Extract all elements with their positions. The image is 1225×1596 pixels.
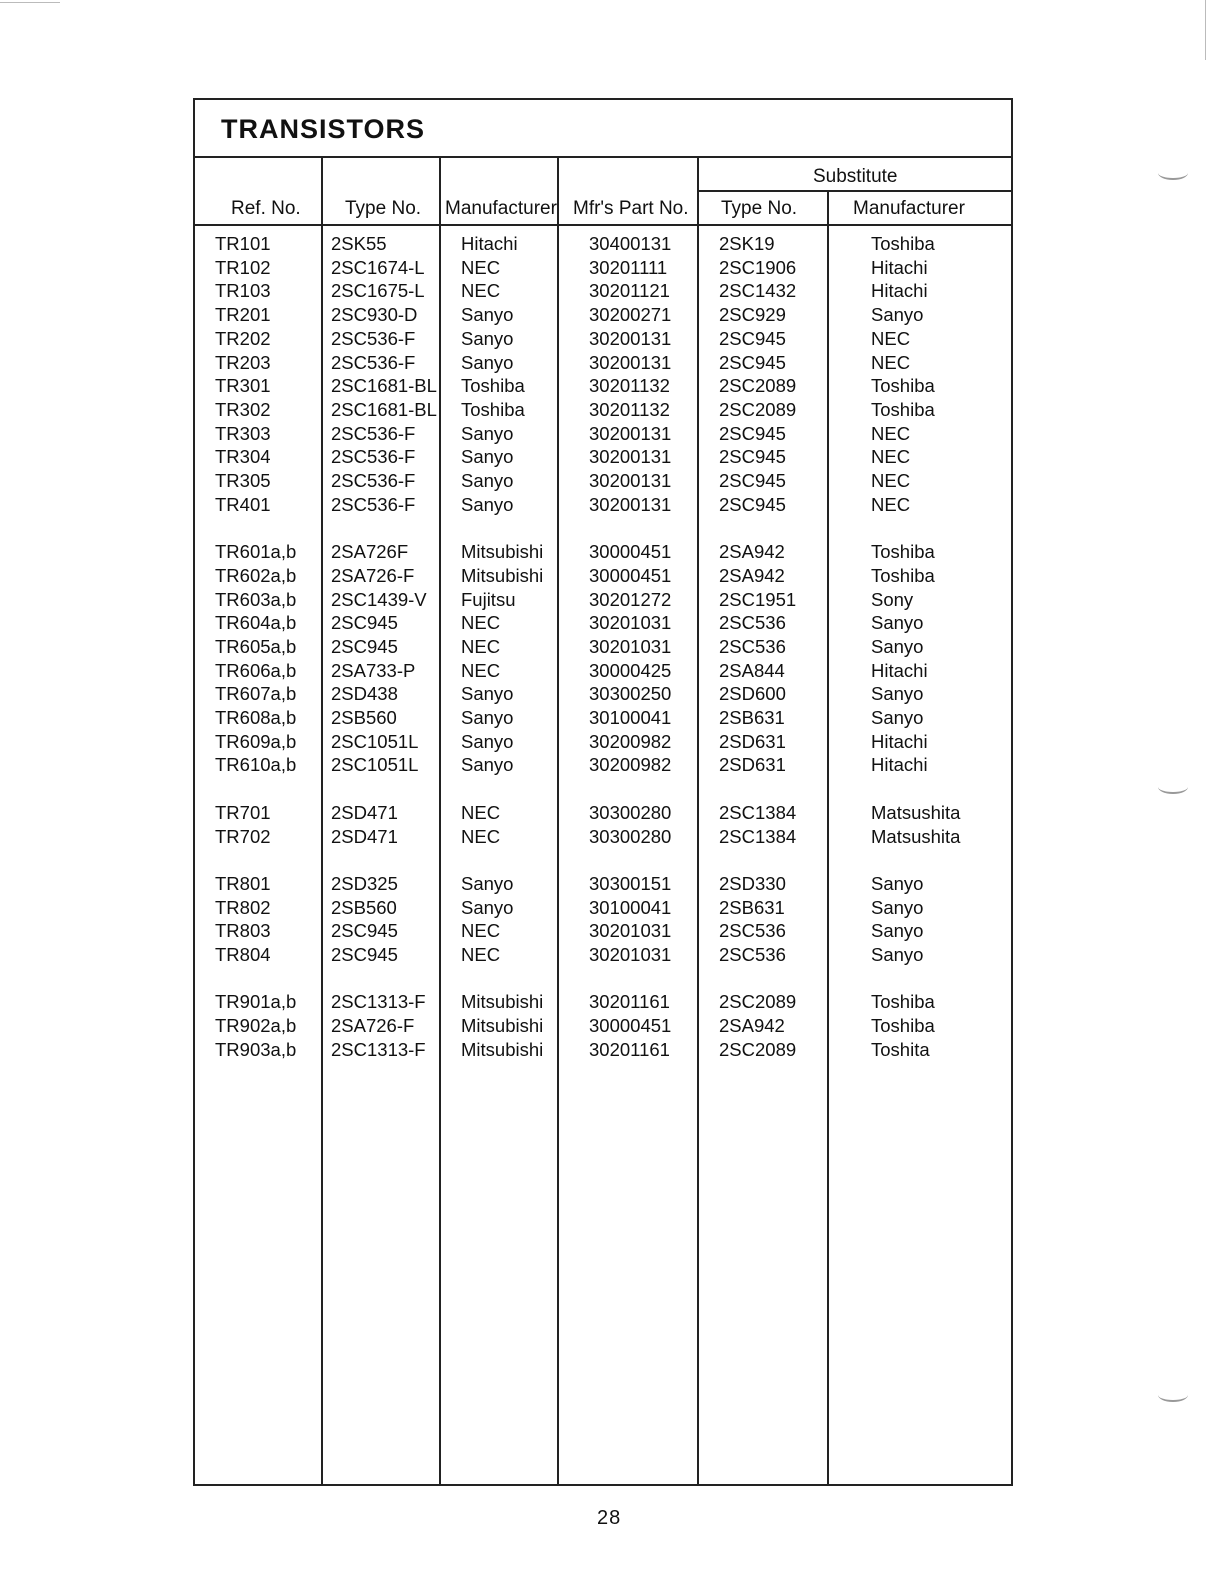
substitute-manufacturer-cell: NEC bbox=[871, 422, 911, 444]
ref-no-cell: TR702 bbox=[215, 825, 271, 847]
header-divider bbox=[195, 224, 1011, 226]
type-no-cell: 2SC945 bbox=[331, 612, 398, 634]
substitute-type-cell: 2SC2089 bbox=[719, 398, 797, 420]
type-no-cell: 2SA726-F bbox=[331, 1015, 415, 1037]
table-row bbox=[195, 943, 1011, 967]
substitute-type-cell: 2SC1951 bbox=[719, 588, 797, 610]
ref-no-cell: TR304 bbox=[215, 446, 271, 468]
part-no-cell: 30201161 bbox=[589, 991, 670, 1013]
ref-no-cell: TR202 bbox=[215, 327, 271, 349]
manufacturer-cell: Hitachi bbox=[461, 233, 518, 254]
ref-no-cell: TR103 bbox=[215, 280, 271, 302]
manufacturer-cell: NEC bbox=[461, 801, 501, 823]
table-row bbox=[195, 919, 1011, 943]
part-no-cell: 30201272 bbox=[589, 588, 672, 610]
title-divider bbox=[195, 156, 1011, 158]
table-row bbox=[195, 564, 1011, 588]
type-no-cell: 2SA726-F bbox=[331, 564, 415, 586]
manufacturer-cell: Sanyo bbox=[461, 493, 514, 515]
part-no-cell: 30100041 bbox=[589, 896, 672, 918]
manufacturer-cell: Toshiba bbox=[461, 375, 525, 397]
table-row bbox=[195, 659, 1011, 683]
table-row bbox=[195, 872, 1011, 896]
manufacturer-cell: Sanyo bbox=[461, 327, 514, 349]
substitute-manufacturer-cell: Toshiba bbox=[871, 541, 935, 563]
substitute-manufacturer-cell: Toshiba bbox=[871, 398, 935, 420]
manufacturer-cell: NEC bbox=[461, 825, 501, 847]
substitute-manufacturer-cell: Sanyo bbox=[871, 872, 924, 894]
manufacturer-cell: Mitsubishi bbox=[461, 1015, 544, 1037]
table-row bbox=[195, 635, 1011, 659]
manufacturer-cell: Sanyo bbox=[461, 422, 514, 444]
manufacturer-cell: NEC bbox=[461, 944, 501, 965]
substitute-type-cell: 2SC945 bbox=[719, 351, 786, 373]
header-type-no: Type No. bbox=[345, 198, 422, 219]
manufacturer-cell: Sanyo bbox=[461, 683, 514, 705]
table-row bbox=[195, 896, 1011, 920]
substitute-type-cell: 2SD330 bbox=[719, 872, 786, 894]
ref-no-cell: TR801 bbox=[215, 872, 271, 894]
substitute-type-cell: 2SC929 bbox=[719, 304, 786, 326]
part-no-cell: 30000425 bbox=[589, 659, 672, 681]
ref-no-cell: TR302 bbox=[215, 398, 271, 420]
page-title: TRANSISTORS bbox=[221, 114, 426, 144]
substitute-type-cell: 2SC945 bbox=[719, 493, 786, 515]
manufacturer-cell: Sanyo bbox=[461, 872, 514, 894]
type-no-cell: 2SA733-P bbox=[331, 659, 416, 681]
page-number: 28 bbox=[597, 1507, 622, 1529]
substitute-manufacturer-cell: Toshita bbox=[871, 1038, 930, 1060]
header-ref-no: Ref. No. bbox=[231, 198, 301, 219]
binder-hole-mark bbox=[1158, 1388, 1188, 1402]
table-row bbox=[195, 990, 1011, 1014]
part-no-cell: 30200131 bbox=[589, 351, 672, 373]
ref-no-cell: TR601a,b bbox=[215, 541, 297, 563]
substitute-manufacturer-cell: NEC bbox=[871, 351, 911, 373]
table-row bbox=[195, 351, 1011, 375]
manufacturer-cell: Sanyo bbox=[461, 351, 514, 373]
ref-no-cell: TR603a,b bbox=[215, 588, 297, 610]
part-no-cell: 30000451 bbox=[589, 541, 672, 563]
type-no-cell: 2SC536-F bbox=[331, 446, 416, 468]
ref-no-cell: TR305 bbox=[215, 470, 271, 491]
ref-no-cell: TR301 bbox=[215, 375, 271, 397]
part-no-cell: 30400131 bbox=[589, 233, 672, 254]
substitute-type-cell: 2SC2089 bbox=[719, 375, 797, 397]
part-no-cell: 30200982 bbox=[589, 730, 672, 752]
ref-no-cell: TR701 bbox=[215, 801, 271, 823]
substitute-type-cell: 2SK19 bbox=[719, 233, 775, 254]
manufacturer-cell: NEC bbox=[461, 256, 501, 278]
manufacturer-cell: NEC bbox=[461, 635, 501, 657]
type-no-cell: 2SC945 bbox=[331, 635, 398, 657]
substitute-type-cell: 2SC1906 bbox=[719, 256, 797, 278]
manufacturer-cell: Toshiba bbox=[461, 398, 525, 420]
part-no-cell: 30300280 bbox=[589, 801, 672, 823]
ref-no-cell: TR804 bbox=[215, 944, 271, 965]
manufacturer-cell: Sanyo bbox=[461, 707, 514, 728]
substitute-manufacturer-cell: Toshiba bbox=[871, 564, 935, 586]
substitute-type-cell: 2SC536 bbox=[719, 920, 786, 942]
substitute-manufacturer-cell: Hitachi bbox=[871, 256, 928, 278]
substitute-manufacturer-cell: Sanyo bbox=[871, 683, 924, 705]
manufacturer-cell: Mitsubishi bbox=[461, 541, 544, 563]
type-no-cell: 2SB560 bbox=[331, 707, 397, 728]
substitute-divider bbox=[697, 190, 1011, 192]
ref-no-cell: TR901a,b bbox=[215, 991, 297, 1013]
type-no-cell: 2SB560 bbox=[331, 896, 397, 918]
type-no-cell: 2SC1051L bbox=[331, 730, 419, 752]
substitute-manufacturer-cell: Matsushita bbox=[871, 801, 961, 823]
ref-no-cell: TR303 bbox=[215, 422, 271, 444]
binder-hole-mark bbox=[1158, 166, 1188, 180]
substitute-type-cell: 2SA942 bbox=[719, 564, 785, 586]
table-row bbox=[195, 256, 1011, 280]
part-no-cell: 30200131 bbox=[589, 422, 672, 444]
substitute-manufacturer-cell: Toshiba bbox=[871, 233, 935, 254]
substitute-type-cell: 2SA942 bbox=[719, 1015, 785, 1037]
manufacturer-cell: Sanyo bbox=[461, 470, 514, 491]
type-no-cell: 2SA726F bbox=[331, 541, 409, 563]
ref-no-cell: TR903a,b bbox=[215, 1038, 297, 1060]
substitute-manufacturer-cell: Sanyo bbox=[871, 707, 924, 728]
manufacturer-cell: Mitsubishi bbox=[461, 564, 544, 586]
manufacturer-cell: NEC bbox=[461, 280, 501, 302]
type-no-cell: 2SC536-F bbox=[331, 422, 416, 444]
substitute-type-cell: 2SC945 bbox=[719, 470, 786, 491]
part-no-cell: 30000451 bbox=[589, 564, 672, 586]
table-row bbox=[195, 706, 1011, 730]
header-manufacturer: Manufacturer bbox=[445, 198, 557, 219]
substitute-type-cell: 2SB631 bbox=[719, 896, 785, 918]
substitute-type-cell: 2SC945 bbox=[719, 327, 786, 349]
table-row bbox=[195, 279, 1011, 303]
ref-no-cell: TR803 bbox=[215, 920, 271, 942]
manufacturer-cell: Mitsubishi bbox=[461, 1038, 544, 1060]
substitute-type-cell: 2SA942 bbox=[719, 541, 785, 563]
substitute-type-cell: 2SC536 bbox=[719, 612, 786, 634]
table-row bbox=[195, 398, 1011, 422]
substitute-type-cell: 2SC945 bbox=[719, 422, 786, 444]
substitute-manufacturer-cell: Matsushita bbox=[871, 825, 961, 847]
type-no-cell: 2SC1675-L bbox=[331, 280, 425, 302]
table-row bbox=[195, 422, 1011, 446]
part-no-cell: 30200131 bbox=[589, 327, 672, 349]
substitute-type-cell: 2SC2089 bbox=[719, 991, 797, 1013]
substitute-type-cell: 2SC1432 bbox=[719, 280, 797, 302]
ref-no-cell: TR401 bbox=[215, 493, 271, 515]
manufacturer-cell: Sanyo bbox=[461, 754, 514, 776]
ref-no-cell: TR608a,b bbox=[215, 707, 297, 728]
manufacturer-cell: Sanyo bbox=[461, 446, 514, 468]
substitute-manufacturer-cell: Hitachi bbox=[871, 659, 928, 681]
header-substitute-type-no: Type No. bbox=[721, 198, 798, 219]
type-no-cell: 2SC945 bbox=[331, 920, 398, 942]
ref-no-cell: TR606a,b bbox=[215, 659, 297, 681]
type-no-cell: 2SC536-F bbox=[331, 351, 416, 373]
header-mfr-part-no: Mfr's Part No. bbox=[573, 198, 689, 219]
part-no-cell: 30200131 bbox=[589, 446, 672, 468]
substitute-manufacturer-cell: Sanyo bbox=[871, 896, 924, 918]
table-row bbox=[195, 232, 1011, 256]
manufacturer-cell: NEC bbox=[461, 612, 501, 634]
type-no-cell: 2SC1313-F bbox=[331, 991, 426, 1013]
part-no-cell: 30201031 bbox=[589, 635, 672, 657]
type-no-cell: 2SC1051L bbox=[331, 754, 419, 776]
table-row bbox=[195, 445, 1011, 469]
table-row bbox=[195, 611, 1011, 635]
part-no-cell: 30201121 bbox=[589, 280, 670, 302]
type-no-cell: 2SC1681-BL bbox=[331, 375, 437, 397]
table-row bbox=[195, 801, 1011, 825]
part-no-cell: 30201031 bbox=[589, 920, 672, 942]
header-substitute: Substitute bbox=[813, 166, 898, 187]
type-no-cell: 2SD438 bbox=[331, 683, 398, 705]
table-row bbox=[195, 825, 1011, 849]
type-no-cell: 2SC536-F bbox=[331, 327, 416, 349]
part-no-cell: 30201031 bbox=[589, 612, 672, 634]
ref-no-cell: TR101 bbox=[215, 233, 271, 254]
substitute-manufacturer-cell: Toshiba bbox=[871, 1015, 935, 1037]
substitute-manufacturer-cell: NEC bbox=[871, 446, 911, 468]
ref-no-cell: TR902a,b bbox=[215, 1015, 297, 1037]
part-no-cell: 30200131 bbox=[589, 493, 672, 515]
ref-no-cell: TR607a,b bbox=[215, 683, 297, 705]
substitute-manufacturer-cell: Sanyo bbox=[871, 304, 924, 326]
part-no-cell: 30300280 bbox=[589, 825, 672, 847]
manufacturer-cell: NEC bbox=[461, 920, 501, 942]
substitute-type-cell: 2SB631 bbox=[719, 707, 785, 728]
manufacturer-cell: NEC bbox=[461, 659, 501, 681]
manufacturer-cell: Sanyo bbox=[461, 304, 514, 326]
manufacturer-cell: Mitsubishi bbox=[461, 991, 544, 1013]
type-no-cell: 2SC1681-BL bbox=[331, 398, 437, 420]
type-no-cell: 2SC930-D bbox=[331, 304, 418, 326]
part-no-cell: 30201111 bbox=[589, 256, 668, 278]
part-no-cell: 30201132 bbox=[589, 398, 670, 420]
substitute-type-cell: 2SC2089 bbox=[719, 1038, 797, 1060]
table-row bbox=[195, 730, 1011, 754]
substitute-manufacturer-cell: Sanyo bbox=[871, 635, 924, 657]
substitute-type-cell: 2SD631 bbox=[719, 730, 786, 752]
table-row bbox=[195, 493, 1011, 517]
part-no-cell: 30201132 bbox=[589, 375, 670, 397]
table-row bbox=[195, 753, 1011, 777]
substitute-type-cell: 2SC536 bbox=[719, 944, 786, 965]
part-no-cell: 30200982 bbox=[589, 754, 672, 776]
type-no-cell: 2SD471 bbox=[331, 825, 398, 847]
part-no-cell: 30300151 bbox=[589, 872, 672, 894]
ref-no-cell: TR602a,b bbox=[215, 564, 297, 586]
ref-no-cell: TR605a,b bbox=[215, 635, 297, 657]
table-row bbox=[195, 1038, 1011, 1062]
type-no-cell: 2SC536-F bbox=[331, 470, 416, 491]
ref-no-cell: TR802 bbox=[215, 896, 271, 918]
part-no-cell: 30300250 bbox=[589, 683, 672, 705]
ref-no-cell: TR604a,b bbox=[215, 612, 297, 634]
transistor-table-frame bbox=[193, 98, 1013, 1486]
substitute-type-cell: 2SA844 bbox=[719, 659, 785, 681]
header-substitute-manufacturer: Manufacturer bbox=[853, 198, 965, 219]
table-row bbox=[195, 588, 1011, 612]
manufacturer-cell: Sanyo bbox=[461, 730, 514, 752]
substitute-manufacturer-cell: NEC bbox=[871, 327, 911, 349]
table-row bbox=[195, 303, 1011, 327]
substitute-type-cell: 2SC1384 bbox=[719, 825, 797, 847]
substitute-manufacturer-cell: Sony bbox=[871, 588, 914, 610]
part-no-cell: 30201031 bbox=[589, 944, 672, 965]
substitute-manufacturer-cell: Sanyo bbox=[871, 920, 924, 942]
type-no-cell: 2SC945 bbox=[331, 944, 398, 965]
part-no-cell: 30200271 bbox=[589, 304, 672, 326]
table-row bbox=[195, 540, 1011, 564]
ref-no-cell: TR203 bbox=[215, 351, 271, 373]
part-no-cell: 30201161 bbox=[589, 1038, 670, 1060]
substitute-manufacturer-cell: Hitachi bbox=[871, 730, 928, 752]
substitute-manufacturer-cell: Toshiba bbox=[871, 991, 935, 1013]
type-no-cell: 2SD471 bbox=[331, 801, 398, 823]
table-row bbox=[195, 374, 1011, 398]
type-no-cell: 2SC1674-L bbox=[331, 256, 425, 278]
table-row bbox=[195, 1014, 1011, 1038]
substitute-manufacturer-cell: Toshiba bbox=[871, 375, 935, 397]
substitute-manufacturer-cell: Sanyo bbox=[871, 612, 924, 634]
type-no-cell: 2SD325 bbox=[331, 872, 398, 894]
table-row bbox=[195, 327, 1011, 351]
substitute-manufacturer-cell: Hitachi bbox=[871, 754, 928, 776]
ref-no-cell: TR609a,b bbox=[215, 730, 297, 752]
substitute-manufacturer-cell: NEC bbox=[871, 493, 911, 515]
substitute-type-cell: 2SC945 bbox=[719, 446, 786, 468]
substitute-type-cell: 2SD600 bbox=[719, 683, 786, 705]
substitute-type-cell: 2SD631 bbox=[719, 754, 786, 776]
table-row bbox=[195, 682, 1011, 706]
part-no-cell: 30000451 bbox=[589, 1015, 672, 1037]
ref-no-cell: TR610a,b bbox=[215, 754, 297, 776]
substitute-type-cell: 2SC536 bbox=[719, 635, 786, 657]
substitute-manufacturer-cell: Hitachi bbox=[871, 280, 928, 302]
part-no-cell: 30100041 bbox=[589, 707, 672, 728]
binder-hole-mark bbox=[1158, 780, 1188, 794]
substitute-manufacturer-cell: Sanyo bbox=[871, 944, 924, 965]
ref-no-cell: TR102 bbox=[215, 256, 271, 278]
type-no-cell: 2SK55 bbox=[331, 233, 387, 254]
substitute-type-cell: 2SC1384 bbox=[719, 801, 797, 823]
table-row bbox=[195, 469, 1011, 493]
ref-no-cell: TR201 bbox=[215, 304, 271, 326]
type-no-cell: 2SC1313-F bbox=[331, 1038, 426, 1060]
type-no-cell: 2SC536-F bbox=[331, 493, 416, 515]
manufacturer-cell: Sanyo bbox=[461, 896, 514, 918]
type-no-cell: 2SC1439-V bbox=[331, 588, 427, 610]
substitute-manufacturer-cell: NEC bbox=[871, 470, 911, 491]
manufacturer-cell: Fujitsu bbox=[461, 588, 516, 610]
part-no-cell: 30200131 bbox=[589, 470, 672, 491]
